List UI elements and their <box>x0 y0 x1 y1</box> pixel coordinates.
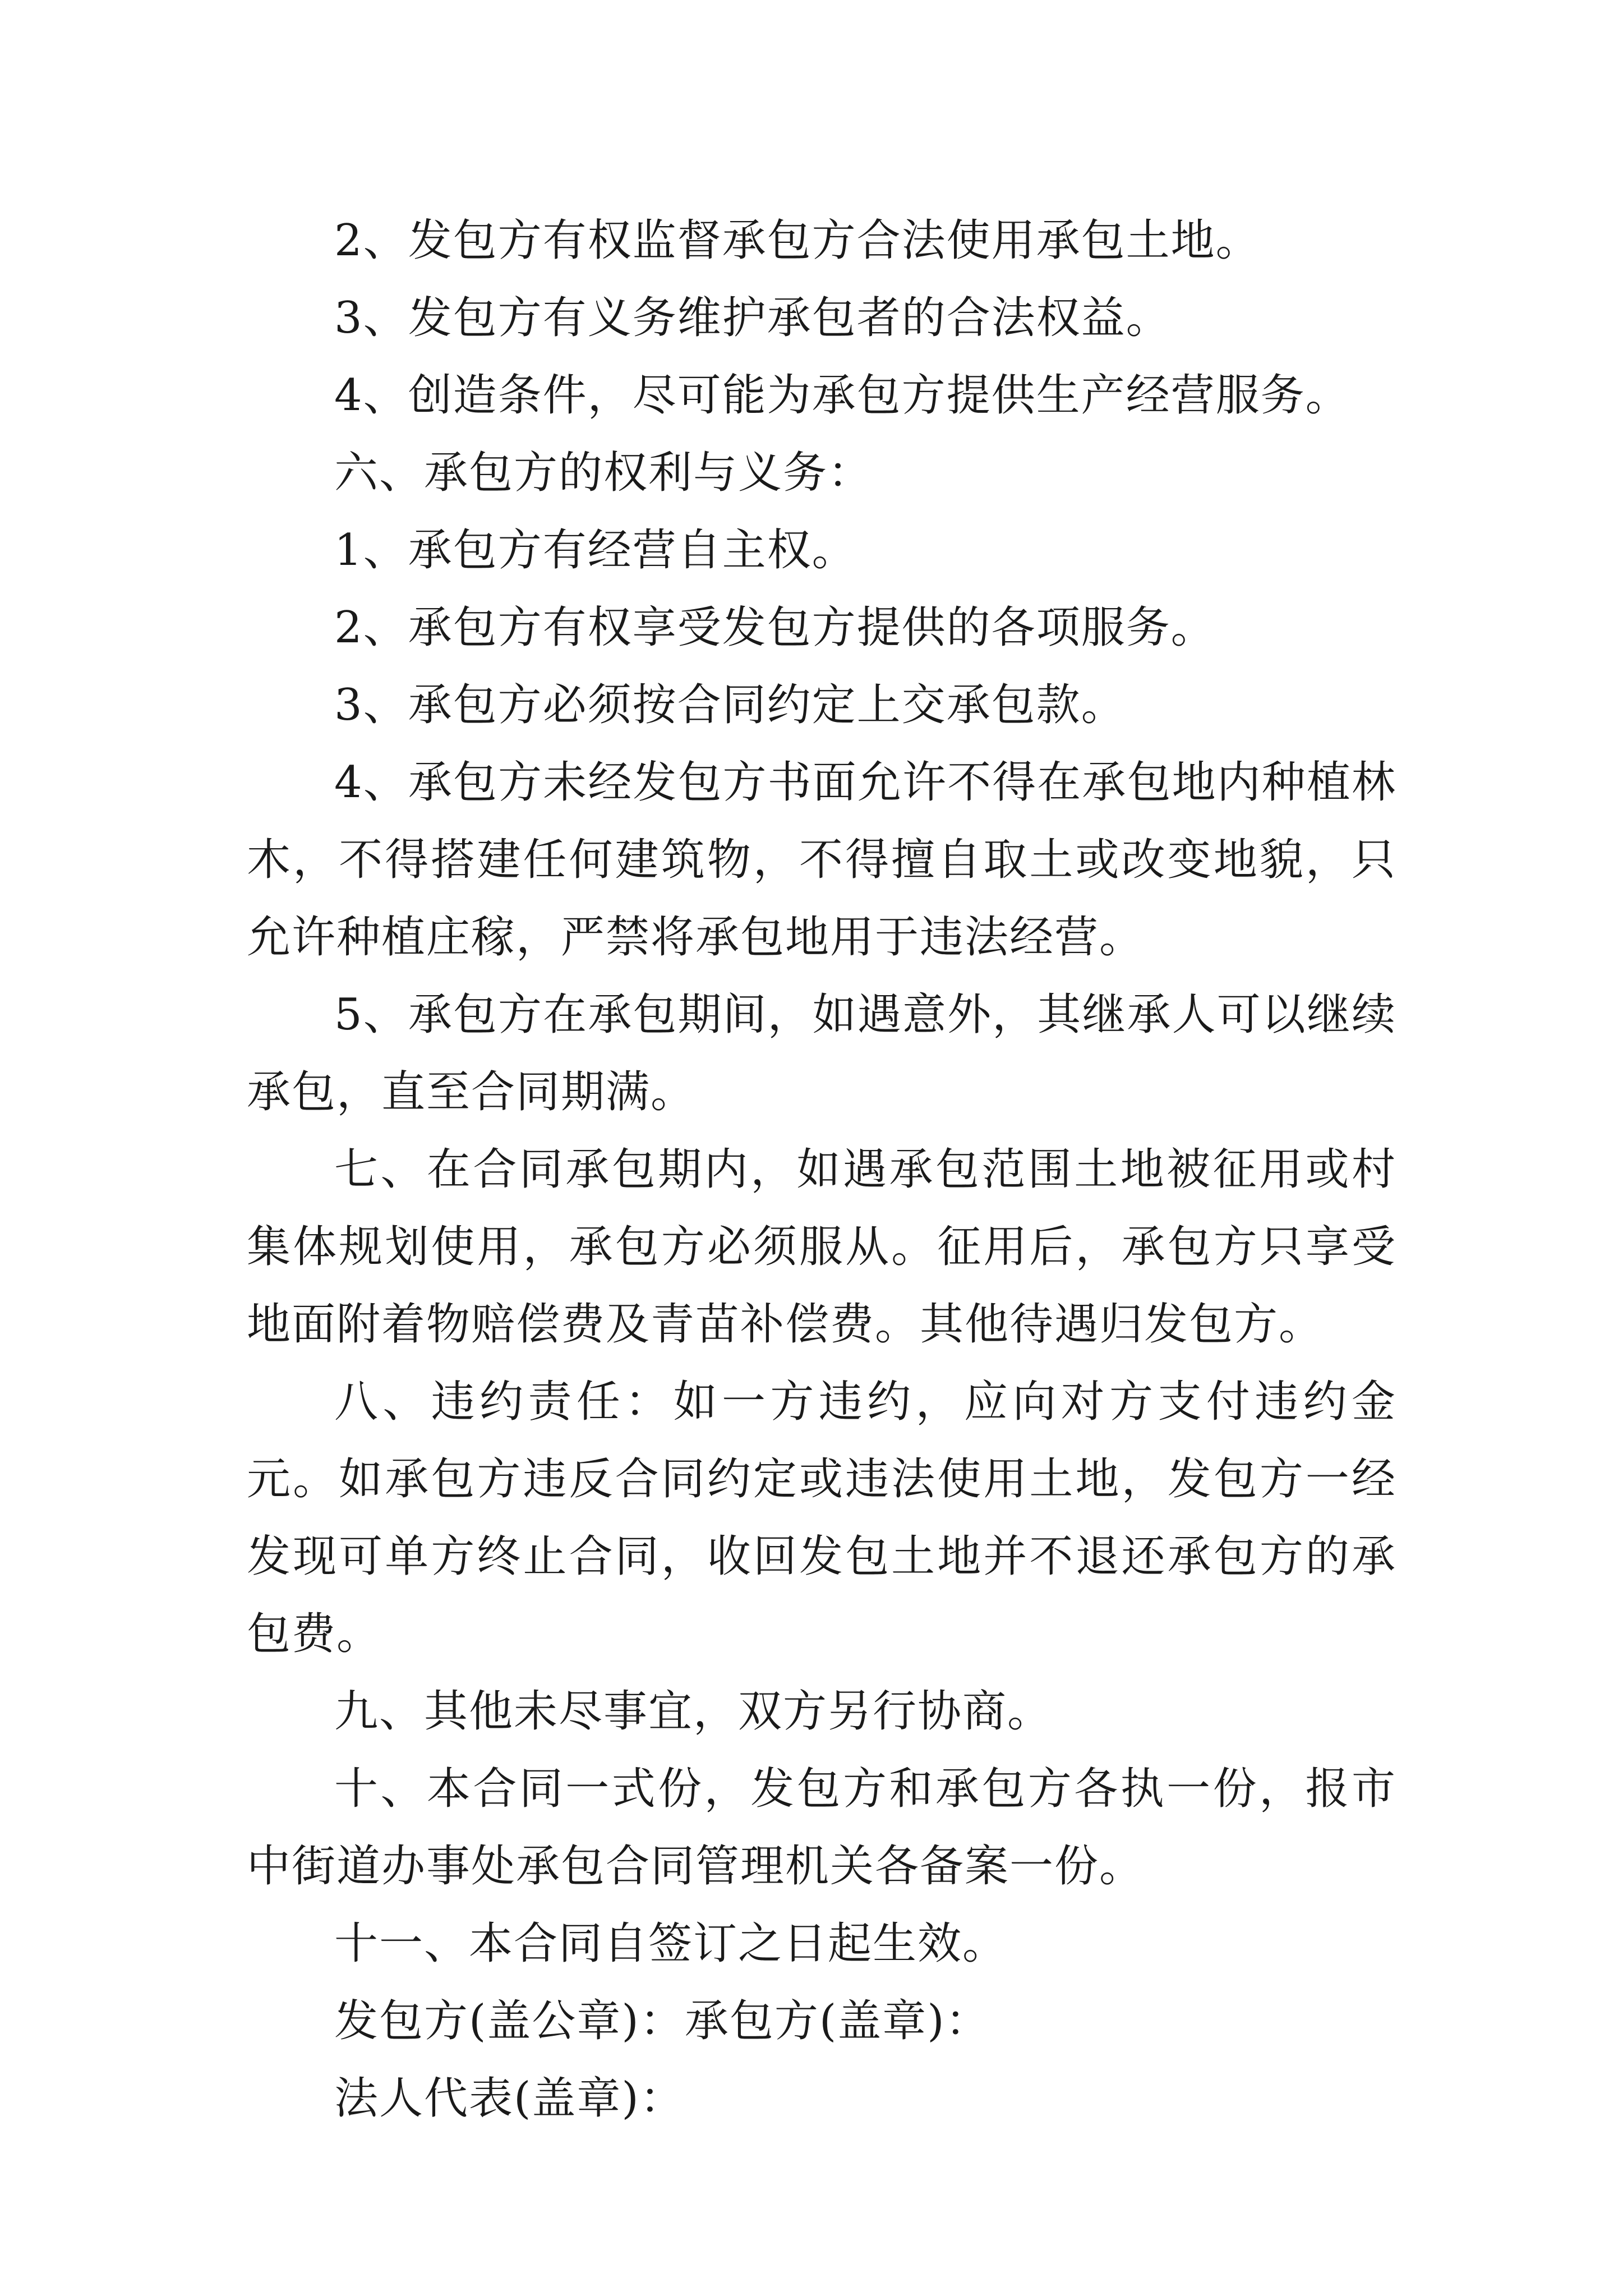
clause-6-5: 5、承包方在承包期间，如遇意外，其继承人可以继续承包，直至合同期满。 <box>247 990 1396 1117</box>
clause-6-4: 4、承包方未经发包方书面允许不得在承包地内种植林木，不得搭建任何建筑物，不得擅自取土或改变地貌，只允许种植庄稼，严禁将承包地用于违法经营。 <box>247 757 1396 963</box>
section-9: 九、其他未尽事宜，双方另行协商。 <box>334 1686 1053 1737</box>
clause-5-3: 3、发包方有义务维护承包者的合法权益。 <box>334 293 1171 343</box>
clause-6-2: 2、承包方有权享受发包方提供的各项服务。 <box>334 602 1216 653</box>
section-8-liability: 八、违约责任：如一方违约，应向对方支付违约金元。如承包方违反合同约定或违法使用土地，发包方一经发现可单方终止合同，收回发包土地并不退还承包方的承包费。 <box>247 1377 1396 1659</box>
signature-line-parties: 发包方(盖公章)：承包方(盖章)： <box>334 1996 990 2046</box>
clause-5-4: 4、创造条件，尽可能为承包方提供生产经营服务。 <box>334 370 1350 421</box>
clause-6-3: 3、承包方必须按合同约定上交承包款。 <box>334 680 1126 730</box>
clause-6-1: 1、承包方有经营自主权。 <box>334 525 857 576</box>
section-6-heading: 六、承包方的权利与义务： <box>334 448 873 498</box>
section-11: 十一、本合同自签订之日起生效。 <box>334 1918 1008 1969</box>
section-7: 七、在合同承包期内，如遇承包范围土地被征用或村集体规划使用，承包方必须服从。征用后，承包方只享受地面附着物赔偿费及青苗补偿费。其他待遇归发包方。 <box>247 1144 1396 1350</box>
signature-line-legal-rep: 法人代表(盖章)： <box>334 2073 685 2124</box>
section-10: 十、本合同一式份，发包方和承包方各执一份，报市中街道办事处承包合同管理机关各备案一份。 <box>247 1764 1396 1892</box>
document-body <box>247 202 1396 2137</box>
clause-5-2: 2、发包方有权监督承包方合法使用承包土地。 <box>334 215 1261 266</box>
